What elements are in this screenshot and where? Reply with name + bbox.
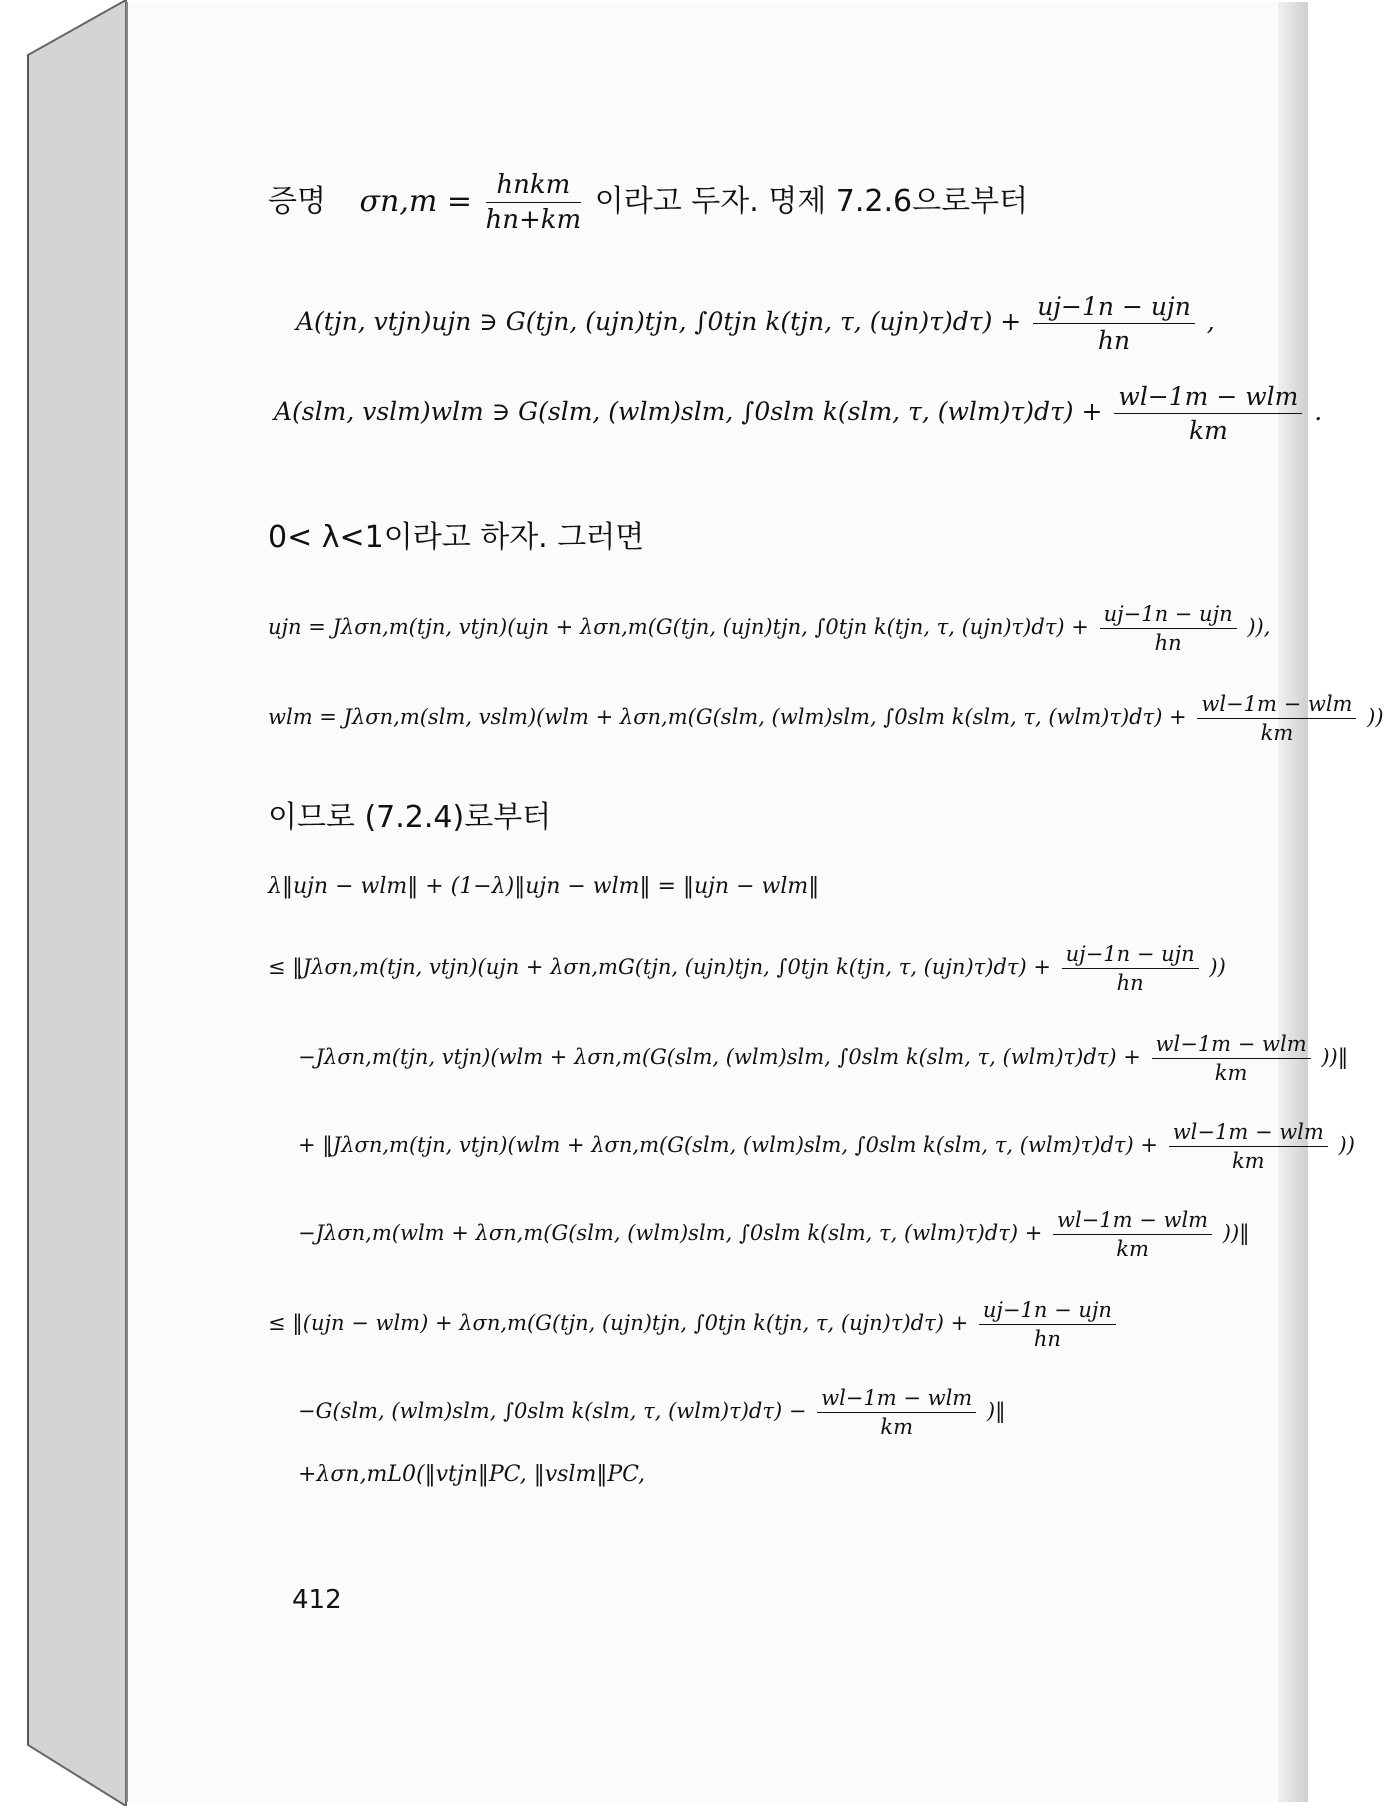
lambda-line: 0< λ<1이라고 하자. 그러면 [268,520,645,555]
ineq-line-4 [298,1208,1250,1261]
eq2-den: km [1188,416,1228,445]
eq4-end: )) [1367,705,1384,729]
eq4-den: km [1260,721,1294,745]
ineq1-end: )) [1209,955,1226,979]
ineq-line-6 [298,1386,1006,1439]
equation-4 [268,692,1384,745]
proof-tail: 이라고 두자. 명제 7.2.6으로부터 [594,184,1029,219]
proof-line [268,170,1028,235]
eq4-main: wlm = Jλσn,m(slm, vslm)(wlm + λσn,m(G(slm, (wlm)slm, ∫0slm k(slm, τ, (wlm)τ)dτ) + [268,705,1187,729]
ineq2-end: ))‖ [1321,1045,1349,1069]
page-content [128,2,1384,1802]
eq3-main: ujn = Jλσn,m(tjn, vtjn)(ujn + λσn,m(G(tjn, (ujn)tjn, ∫0tjn k(tjn, τ, (ujn)τ)dτ) + [268,615,1089,639]
ineq1-fraction [1062,942,1199,995]
ineq-line-7: +λσn,mL0(‖vtjn‖PC, ‖vslm‖PC, [298,1462,646,1487]
ineq5-den: hn [1033,1327,1061,1351]
proof-frac-den: hn+km [485,205,582,235]
ineq2-den: km [1214,1061,1248,1085]
ineq1-num: uj−1n − ujn [1062,942,1199,969]
ineq4-den: km [1116,1237,1149,1261]
equation-2 [274,382,1322,445]
ineq1-den: hn [1116,971,1144,995]
eq2-end: . [1314,397,1323,426]
ineq4-num: wl−1m − wlm [1053,1208,1212,1235]
ineq6-num: wl−1m − wlm [817,1386,976,1413]
ineq3-fraction [1169,1120,1328,1173]
ineq2-main: −Jλσn,m(tjn, vtjn)(wlm + λσn,m(G(slm, (wlm)slm, ∫0slm k(slm, τ, (wlm)τ)dτ) + [298,1045,1141,1069]
eq2-main: A(slm, vslm)wlm ∋ G(slm, (wlm)slm, ∫0slm k(slm, τ, (wlm)τ)dτ) + [274,397,1103,426]
page-number: 412 [292,1585,342,1615]
ineq-line-0: λ‖ujn − wlm‖ + (1−λ)‖ujn − wlm‖ = ‖ujn − wlm‖ [268,874,820,899]
eq1-den: hn [1097,326,1131,355]
eq4-num: wl−1m − wlm [1197,692,1356,719]
eq1-fraction [1033,292,1195,355]
ineq4-fraction [1053,1208,1212,1261]
eq3-end: )), [1247,615,1271,639]
eq2-fraction [1114,382,1302,445]
ineq-line-2 [298,1032,1348,1085]
ineq2-fraction [1152,1032,1311,1085]
ineq3-end: )) [1338,1133,1355,1157]
equation-3 [268,602,1270,655]
proof-label: 증명 [268,184,326,219]
ineq4-main: −Jλσn,m(wlm + λσn,m(G(slm, (wlm)slm, ∫0slm k(slm, τ, (wlm)τ)dτ) + [298,1221,1043,1245]
ineq3-main: + ‖Jλσn,m(tjn, vtjn)(wlm + λσn,m(G(slm, (wlm)slm, ∫0slm k(slm, τ, (wlm)τ)dτ) + [298,1133,1159,1157]
ineq-line-3 [298,1120,1355,1173]
ineq2-num: wl−1m − wlm [1152,1032,1311,1059]
ineq4-end: ))‖ [1222,1221,1250,1245]
eq3-fraction [1100,602,1237,655]
eq1-num: uj−1n − ujn [1033,292,1195,324]
proof-sigma: σn,m = [359,184,472,219]
proof-frac-num: hnkm [486,170,582,203]
ineq-line-1 [268,942,1226,995]
ineq6-main: −G(slm, (wlm)slm, ∫0slm k(slm, τ, (wlm)τ)dτ) − [298,1399,807,1423]
ineq5-num: uj−1n − ujn [979,1298,1116,1325]
book-spine-edge [28,0,126,1806]
eq2-num: wl−1m − wlm [1114,382,1302,414]
eq1-main: A(tjn, vtjn)ujn ∋ G(tjn, (ujn)tjn, ∫0tjn k(tjn, τ, (ujn)τ)dτ) + [296,307,1022,336]
ineq-line-5 [268,1298,1120,1351]
ineq5-main: ≤ ‖(ujn − wlm) + λσn,m(G(tjn, (ujn)tjn, ∫0tjn k(tjn, τ, (ujn)τ)dτ) + [268,1311,969,1335]
ineq1-main: ≤ ‖Jλσn,m(tjn, vtjn)(ujn + λσn,mG(tjn, (ujn)tjn, ∫0tjn k(tjn, τ, (ujn)τ)dτ) + [268,955,1051,979]
eq3-den: hn [1154,631,1182,655]
equation-1 [296,292,1215,355]
eq3-num: uj−1n − ujn [1100,602,1237,629]
ineq5-fraction [979,1298,1116,1351]
ineq6-den: km [880,1415,913,1439]
eq4-fraction [1197,692,1356,745]
ineq3-num: wl−1m − wlm [1169,1120,1328,1147]
proof-fraction [486,170,582,235]
ineq6-end: )‖ [986,1399,1006,1423]
hence-line: 이므로 (7.2.4)로부터 [268,800,552,835]
ineq3-den: km [1231,1149,1265,1173]
eq1-end: , [1206,307,1215,336]
book-page [126,2,1384,1802]
ineq6-fraction [817,1386,976,1439]
